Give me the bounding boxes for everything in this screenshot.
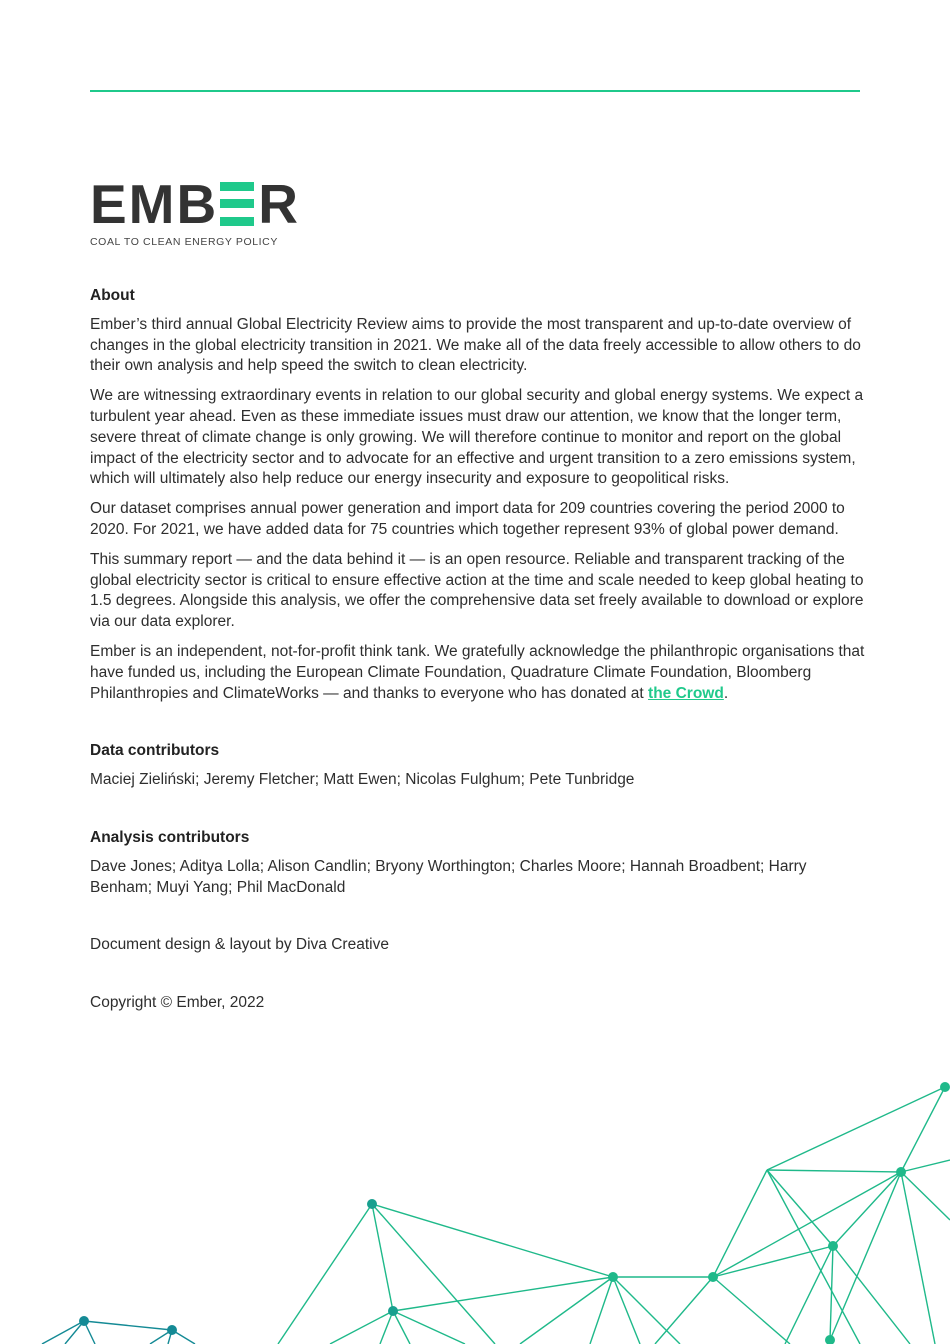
logo-word-right: R xyxy=(258,173,300,235)
the-crowd-link[interactable]: the Crowd xyxy=(648,684,724,702)
about-heading: About xyxy=(90,287,135,304)
about-paragraph-3: Our dataset comprises annual power generation and import data for 209 countries covering the period 2000 to 2020. For 2021, we have added data for 75 countries which together represent 93% of global power demand. xyxy=(90,500,845,538)
data-contributors-names: Maciej Zieliński; Jeremy Fletcher; Matt Ewen; Nicolas Fulghum; Pete Tunbridge xyxy=(90,771,635,789)
logo-green-e-icon xyxy=(220,182,254,226)
design-credit: Document design & layout by Diva Creative xyxy=(90,936,389,954)
analysis-contributors-heading: Analysis contributors xyxy=(90,828,250,846)
about-paragraph-5-text: Ember is an independent, not-for-profit think tank. We gratefully acknowledge the philanthropic organisations that have funded us, including the European Climate Foundation, Quadrature Climate Foundation, Bloomberg Philanthropies and ClimateWorks — and thanks to everyone who has donated at xyxy=(90,642,865,702)
about-paragraph-4: This summary report — and the data behind it — is an open resource. Reliable and transparent tracking of the global electricity sector is critical to ensure effective action at the time and scale needed to keep global heating to 1.5 degrees. Alongside this analysis, we offer the comprehensive data set freely available to download or explore via our data explorer. xyxy=(90,550,864,631)
about-paragraph-5 xyxy=(90,642,870,704)
ember-logo xyxy=(90,173,305,250)
about-paragraph-2: We are witnessing extraordinary events in relation to our global security and global energy systems. We expect a turbulent year ahead. Even as these immediate issues must draw our attention, we know that the longer term, severe threat of climate change is only growing. We will therefore continue to monitor and report on the global impact of the electricity sector and to advocate for an effective and urgent transition to a zero emissions system, which will ultimately also help reduce our energy insecurity and exposure to geopolitical risks. xyxy=(90,387,864,488)
analysis-contributors-names: Dave Jones; Aditya Lolla; Alison Candlin; Bryony Worthington; Charles Moore; Hannah Broadbent; Harry Benham; Muyi Yang; Phil MacDonald xyxy=(90,857,807,896)
top-rule xyxy=(90,90,860,92)
about-paragraph-5-suffix: . xyxy=(723,684,729,702)
document-body xyxy=(90,286,870,1023)
network-decoration xyxy=(0,1070,950,1344)
logo-word-left: EMB xyxy=(90,173,219,235)
about-paragraph-1: Ember’s third annual Global Electricity Review aims to provide the most transparent and up-to-date overview of changes in the global electricity transition in 2021. We make all of the data freely accessible to allow others to do their own analysis and help speed the switch to clean electricity. xyxy=(90,315,861,375)
logo-wordmark xyxy=(90,173,300,235)
logo-tagline: COAL TO CLEAN ENERGY POLICY xyxy=(90,236,278,248)
data-contributors-heading: Data contributors xyxy=(90,742,220,760)
copyright: Copyright © Ember, 2022 xyxy=(90,994,265,1012)
